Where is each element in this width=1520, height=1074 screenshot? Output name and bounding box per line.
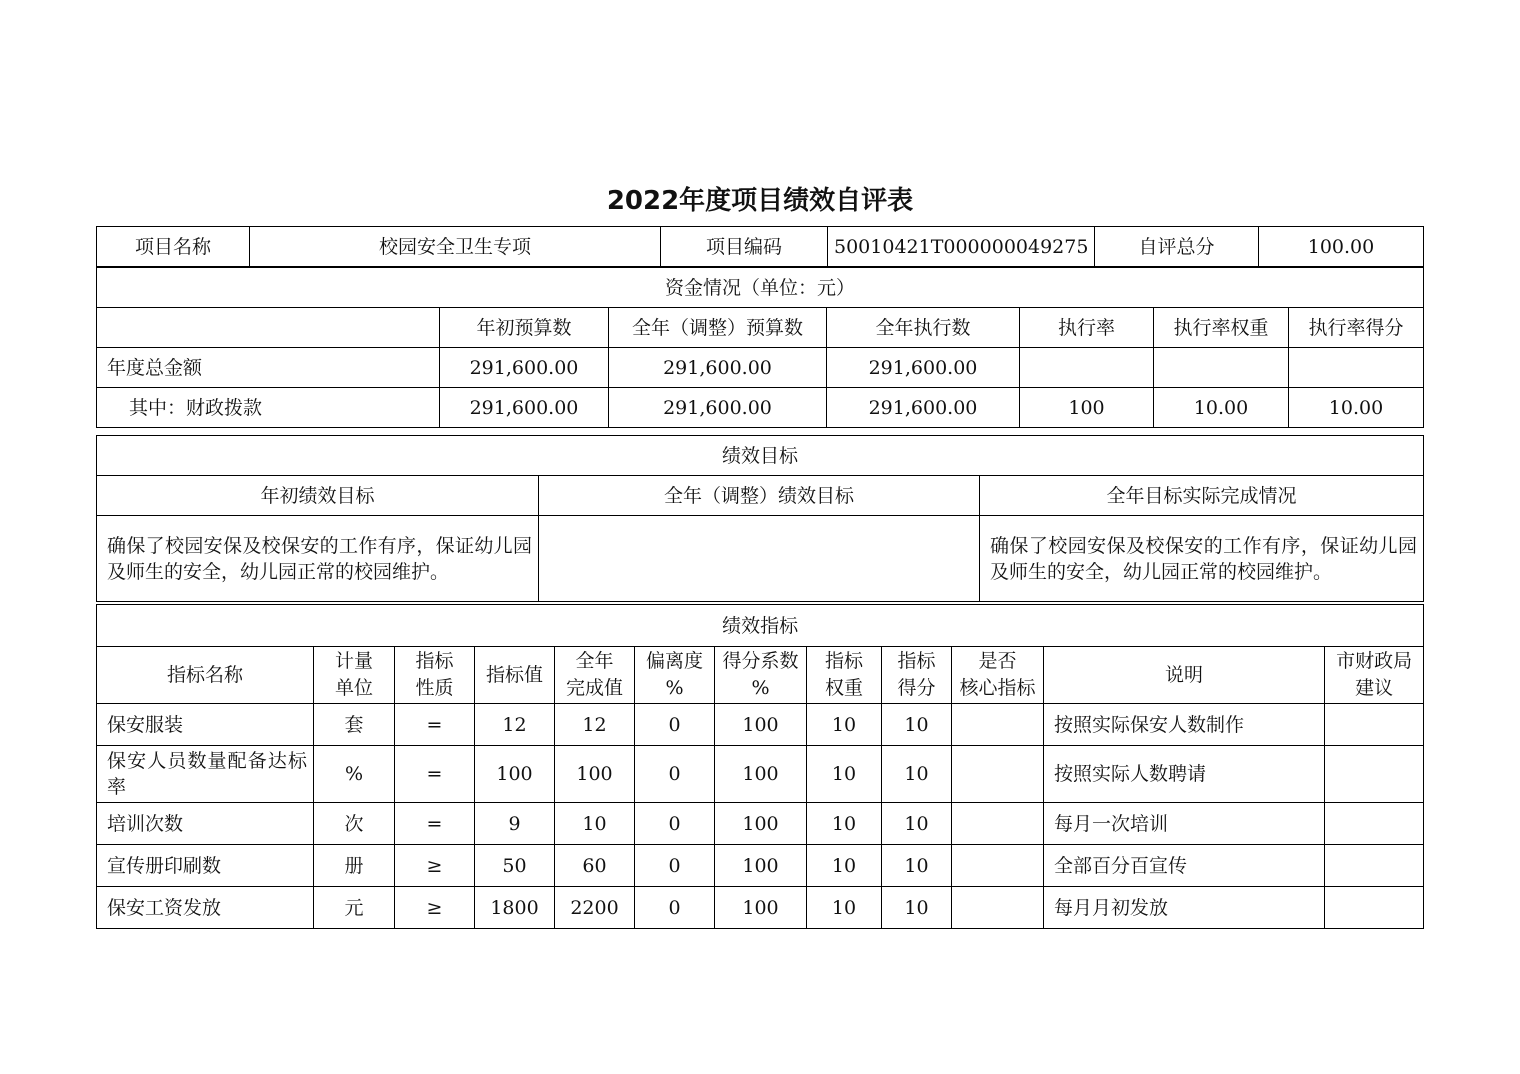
funds-cell: 291,600.00 [609,348,827,388]
indicators-col-header-line: % [751,677,770,699]
table-cell: 100 [715,746,807,803]
table-cell: 1800 [475,887,555,929]
table-cell [1325,887,1424,929]
indicators-col-header [882,647,952,704]
indicators-table [96,604,1424,929]
table-cell: 全部百分百宣传 [1044,845,1325,887]
indicators-col-header-line: 计量 [334,650,373,672]
indicators-col-header [1325,647,1424,704]
table-cell [952,704,1044,746]
page-title: 2022年度项目绩效自评表 [606,186,914,216]
indicators-col-header [395,647,475,704]
table-cell [1325,746,1424,803]
indicators-col-header-line: 得分系数 [722,650,799,672]
indicators-col-header [555,647,635,704]
funds-row-label: 其中：财政拨款 [97,388,440,428]
funds-header-empty [97,308,440,348]
indicators-col-header-line: 全年 [575,650,614,672]
table-row [97,887,1424,929]
score-value: 100.00 [1259,227,1424,267]
table-cell: 12 [475,704,555,746]
table-cell: = [395,704,475,746]
indicators-col-header [475,647,555,704]
table-cell: 100 [715,704,807,746]
table-cell: 每月一次培训 [1044,803,1325,845]
table-cell: 10 [882,746,952,803]
funds-cell: 291,600.00 [827,348,1020,388]
table-cell: 100 [475,746,555,803]
funds-cell: 10.00 [1289,388,1424,428]
table-cell: 宣传册印刷数 [97,845,314,887]
table-cell: 50 [475,845,555,887]
indicators-col-header-line: 指标值 [485,663,543,686]
table-cell: 10 [882,803,952,845]
table-cell: 按照实际保安人数制作 [1044,704,1325,746]
table-cell: 10 [807,887,882,929]
indicators-col-header [807,647,882,704]
table-cell: 10 [807,746,882,803]
funds-table [96,267,1424,428]
table-cell: 60 [555,845,635,887]
table-cell: 0 [635,845,715,887]
table-cell: 按照实际人数聘请 [1044,746,1325,803]
funds-col-header: 执行率 [1020,308,1154,348]
table-cell: 保安服装 [97,704,314,746]
funds-col-header: 执行率权重 [1154,308,1289,348]
table-cell: 10 [882,845,952,887]
indicators-col-header-line: 指标名称 [166,663,243,686]
score-label: 自评总分 [1095,227,1259,267]
funds-col-header: 年初预算数 [440,308,609,348]
table-cell [952,887,1044,929]
table-cell: 保安工资发放 [97,887,314,929]
indicators-col-header-line: 单位 [334,677,373,699]
goals-col-header: 全年目标实际完成情况 [980,476,1424,516]
goals-col-header: 全年（调整）绩效目标 [539,476,980,516]
table-cell [1325,803,1424,845]
indicators-col-header-line: 说明 [1164,663,1203,686]
table-cell: = [395,746,475,803]
project-name-value: 校园安全卫生专项 [250,227,661,267]
table-cell: ≥ [395,845,475,887]
indicators-col-header-line: % [665,677,684,699]
funds-section-title: 资金情况（单位：元） [97,268,1424,308]
table-cell: 9 [475,803,555,845]
indicators-col-header-line: 偏离度 [645,650,703,672]
goals-col-header: 年初绩效目标 [97,476,539,516]
project-code-value: 50010421T000000049275 [828,227,1095,267]
indicators-col-header-line: 核心指标 [959,677,1036,699]
funds-cell: 100 [1020,388,1154,428]
table-cell [1325,704,1424,746]
table-cell: 10 [882,887,952,929]
table-cell: 10 [882,704,952,746]
funds-col-header: 全年执行数 [827,308,1020,348]
indicators-col-header-line: 性质 [415,677,454,699]
indicators-col-header [952,647,1044,704]
indicators-col-header-line: 得分 [897,677,936,699]
indicators-col-header-line: 市财政局 [1336,650,1413,672]
goal-adjusted [539,516,980,602]
funds-cell [1020,348,1154,388]
table-cell: 10 [807,704,882,746]
indicators-col-header-line: 指标 [824,650,863,672]
table-cell [1325,845,1424,887]
funds-row [97,348,1424,388]
indicators-col-header [314,647,395,704]
funds-cell: 291,600.00 [609,388,827,428]
indicators-col-header-line: 是否 [978,650,1017,672]
funds-row [97,388,1424,428]
table-cell: 0 [635,887,715,929]
goals-section-title: 绩效目标 [97,436,1424,476]
table-cell: 元 [314,887,395,929]
table-cell: 100 [715,803,807,845]
indicators-col-header [715,647,807,704]
table-cell: 0 [635,746,715,803]
table-row [97,746,1424,803]
table-cell [952,803,1044,845]
table-cell: 次 [314,803,395,845]
funds-col-header: 全年（调整）预算数 [609,308,827,348]
table-row [97,845,1424,887]
table-cell: 10 [807,845,882,887]
table-cell: 100 [715,887,807,929]
funds-cell [1289,348,1424,388]
project-code-label: 项目编码 [661,227,828,267]
table-cell: 10 [807,803,882,845]
table-cell [952,746,1044,803]
funds-cell [1154,348,1289,388]
indicators-col-header [1044,647,1325,704]
indicators-col-header-line: 建议 [1355,677,1394,699]
table-cell: 套 [314,704,395,746]
funds-cell: 10.00 [1154,388,1289,428]
table-cell: % [314,746,395,803]
goal-initial: 确保了校园安保及校保安的工作有序，保证幼儿园及师生的安全，幼儿园正常的校园维护。 [97,516,539,602]
table-cell: 100 [715,845,807,887]
table-cell: ≥ [395,887,475,929]
table-cell: 2200 [555,887,635,929]
indicators-col-header [635,647,715,704]
goal-actual: 确保了校园安保及校保安的工作有序，保证幼儿园及师生的安全，幼儿园正常的校园维护。 [980,516,1424,602]
table-cell: 0 [635,803,715,845]
funds-cell: 291,600.00 [440,348,609,388]
table-cell: 10 [555,803,635,845]
table-cell [952,845,1044,887]
project-header-table [96,226,1424,267]
indicators-section-title: 绩效指标 [97,605,1424,647]
indicators-col-header [97,647,314,704]
table-cell: 培训次数 [97,803,314,845]
goals-table [96,435,1424,602]
table-cell: = [395,803,475,845]
table-row [97,803,1424,845]
indicators-col-header-line: 指标 [415,650,454,672]
indicators-col-header-line: 权重 [824,677,863,699]
indicators-col-header-line: 指标 [897,650,936,672]
project-name-label: 项目名称 [97,227,250,267]
table-cell: 100 [555,746,635,803]
table-row [97,704,1424,746]
funds-cell: 291,600.00 [440,388,609,428]
table-cell: 每月月初发放 [1044,887,1325,929]
table-cell: 0 [635,704,715,746]
funds-row-label: 年度总金额 [97,348,440,388]
table-cell: 保安人员数量配备达标率 [97,746,314,803]
table-cell: 册 [314,845,395,887]
table-cell: 12 [555,704,635,746]
funds-cell: 291,600.00 [827,388,1020,428]
indicators-col-header-line: 完成值 [565,677,623,699]
funds-col-header: 执行率得分 [1289,308,1424,348]
